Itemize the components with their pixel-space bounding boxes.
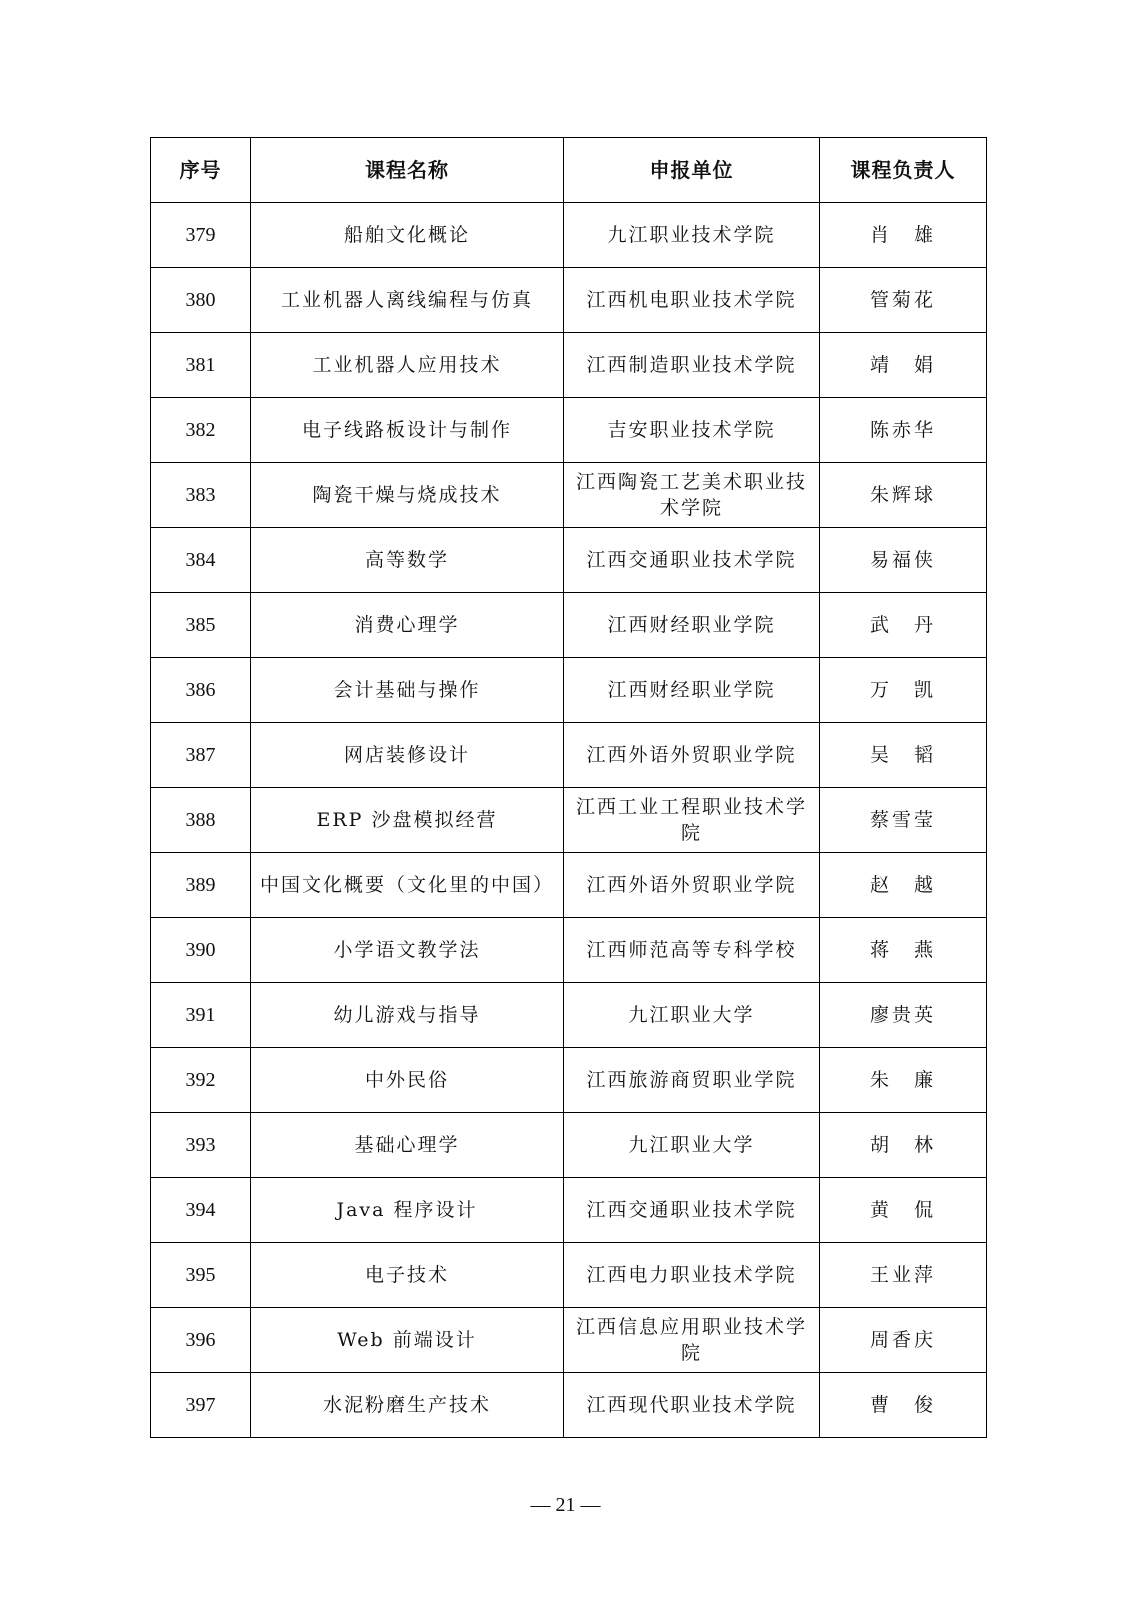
course-leader-cell: 黄 侃 (820, 1178, 987, 1243)
table-row (151, 1373, 987, 1438)
institution-cell: 江西陶瓷工艺美术职业技术学院 (564, 463, 820, 528)
table-row (151, 398, 987, 463)
institution-cell: 江西财经职业学院 (564, 658, 820, 723)
course-leader-cell: 赵 越 (820, 853, 987, 918)
table-row (151, 1243, 987, 1308)
serial-number-cell: 388 (151, 788, 251, 853)
table-row (151, 1048, 987, 1113)
institution-cell: 九江职业大学 (564, 1113, 820, 1178)
course-leader-cell: 肖 雄 (820, 203, 987, 268)
table-row (151, 203, 987, 268)
institution-cell: 江西外语外贸职业学院 (564, 723, 820, 788)
course-leader-cell: 朱 廉 (820, 1048, 987, 1113)
institution-cell: 江西财经职业学院 (564, 593, 820, 658)
course-name-cell: 小学语文教学法 (251, 918, 564, 983)
course-name-cell: 会计基础与操作 (251, 658, 564, 723)
serial-number-cell: 392 (151, 1048, 251, 1113)
course-name-cell: ERP 沙盘模拟经营 (251, 788, 564, 853)
institution-cell: 江西交通职业技术学院 (564, 1178, 820, 1243)
header-serial-number: 序号 (151, 138, 251, 203)
institution-cell: 江西师范高等专科学校 (564, 918, 820, 983)
course-leader-cell: 廖贵英 (820, 983, 987, 1048)
serial-number-cell: 385 (151, 593, 251, 658)
table-row (151, 853, 987, 918)
table-row (151, 333, 987, 398)
table-row (151, 268, 987, 333)
course-leader-cell: 易福侠 (820, 528, 987, 593)
serial-number-cell: 384 (151, 528, 251, 593)
course-leader-cell: 靖 娟 (820, 333, 987, 398)
page-number: — 21 — (530, 1494, 601, 1516)
course-name-cell: 工业机器人应用技术 (251, 333, 564, 398)
course-name-cell: 陶瓷干燥与烧成技术 (251, 463, 564, 528)
course-name-cell: 网店装修设计 (251, 723, 564, 788)
header-course-leader: 课程负责人 (820, 138, 987, 203)
serial-number-cell: 387 (151, 723, 251, 788)
institution-cell: 江西机电职业技术学院 (564, 268, 820, 333)
course-leader-cell: 吴 韬 (820, 723, 987, 788)
course-leader-cell: 朱辉球 (820, 463, 987, 528)
serial-number-cell: 395 (151, 1243, 251, 1308)
serial-number-cell: 393 (151, 1113, 251, 1178)
table-row (151, 983, 987, 1048)
course-name-cell: 基础心理学 (251, 1113, 564, 1178)
course-leader-cell: 万 凯 (820, 658, 987, 723)
course-leader-cell: 王业萍 (820, 1243, 987, 1308)
serial-number-cell: 386 (151, 658, 251, 723)
header-course-name: 课程名称 (251, 138, 564, 203)
course-name-cell: 水泥粉磨生产技术 (251, 1373, 564, 1438)
course-name-cell: 中国文化概要（文化里的中国） (251, 853, 564, 918)
course-name-cell: 电子技术 (251, 1243, 564, 1308)
institution-cell: 江西电力职业技术学院 (564, 1243, 820, 1308)
institution-cell: 江西制造职业技术学院 (564, 333, 820, 398)
course-leader-cell: 陈赤华 (820, 398, 987, 463)
serial-number-cell: 380 (151, 268, 251, 333)
serial-number-cell: 383 (151, 463, 251, 528)
course-leader-cell: 周香庆 (820, 1308, 987, 1373)
table-row (151, 1178, 987, 1243)
serial-number-cell: 396 (151, 1308, 251, 1373)
institution-cell: 江西外语外贸职业学院 (564, 853, 820, 918)
institution-cell: 江西信息应用职业技术学院 (564, 1308, 820, 1373)
course-name-cell: 高等数学 (251, 528, 564, 593)
table-row (151, 593, 987, 658)
institution-cell: 九江职业技术学院 (564, 203, 820, 268)
course-name-cell: 电子线路板设计与制作 (251, 398, 564, 463)
institution-cell: 江西现代职业技术学院 (564, 1373, 820, 1438)
serial-number-cell: 394 (151, 1178, 251, 1243)
institution-cell: 九江职业大学 (564, 983, 820, 1048)
course-name-cell: 幼儿游戏与指导 (251, 983, 564, 1048)
table-row (151, 1113, 987, 1178)
serial-number-cell: 390 (151, 918, 251, 983)
course-leader-cell: 武 丹 (820, 593, 987, 658)
institution-cell: 吉安职业技术学院 (564, 398, 820, 463)
course-leader-cell: 管菊花 (820, 268, 987, 333)
course-leader-cell: 曹 俊 (820, 1373, 987, 1438)
serial-number-cell: 382 (151, 398, 251, 463)
table-row (151, 658, 987, 723)
course-leader-cell: 蒋 燕 (820, 918, 987, 983)
table-header-row (151, 138, 987, 203)
header-applying-institution: 申报单位 (564, 138, 820, 203)
institution-cell: 江西旅游商贸职业学院 (564, 1048, 820, 1113)
table-row (151, 528, 987, 593)
course-leader-cell: 胡 林 (820, 1113, 987, 1178)
table-row (151, 463, 987, 528)
serial-number-cell: 397 (151, 1373, 251, 1438)
serial-number-cell: 379 (151, 203, 251, 268)
table-row (151, 918, 987, 983)
course-table (150, 137, 987, 1438)
table-row (151, 1308, 987, 1373)
serial-number-cell: 381 (151, 333, 251, 398)
serial-number-cell: 389 (151, 853, 251, 918)
course-name-cell: 工业机器人离线编程与仿真 (251, 268, 564, 333)
course-name-cell: Web 前端设计 (251, 1308, 564, 1373)
course-name-cell: 中外民俗 (251, 1048, 564, 1113)
table-row (151, 723, 987, 788)
course-name-cell: Java 程序设计 (251, 1178, 564, 1243)
institution-cell: 江西交通职业技术学院 (564, 528, 820, 593)
serial-number-cell: 391 (151, 983, 251, 1048)
table-body (151, 203, 987, 1438)
course-name-cell: 船舶文化概论 (251, 203, 564, 268)
course-name-cell: 消费心理学 (251, 593, 564, 658)
course-leader-cell: 蔡雪莹 (820, 788, 987, 853)
institution-cell: 江西工业工程职业技术学院 (564, 788, 820, 853)
table-row (151, 788, 987, 853)
